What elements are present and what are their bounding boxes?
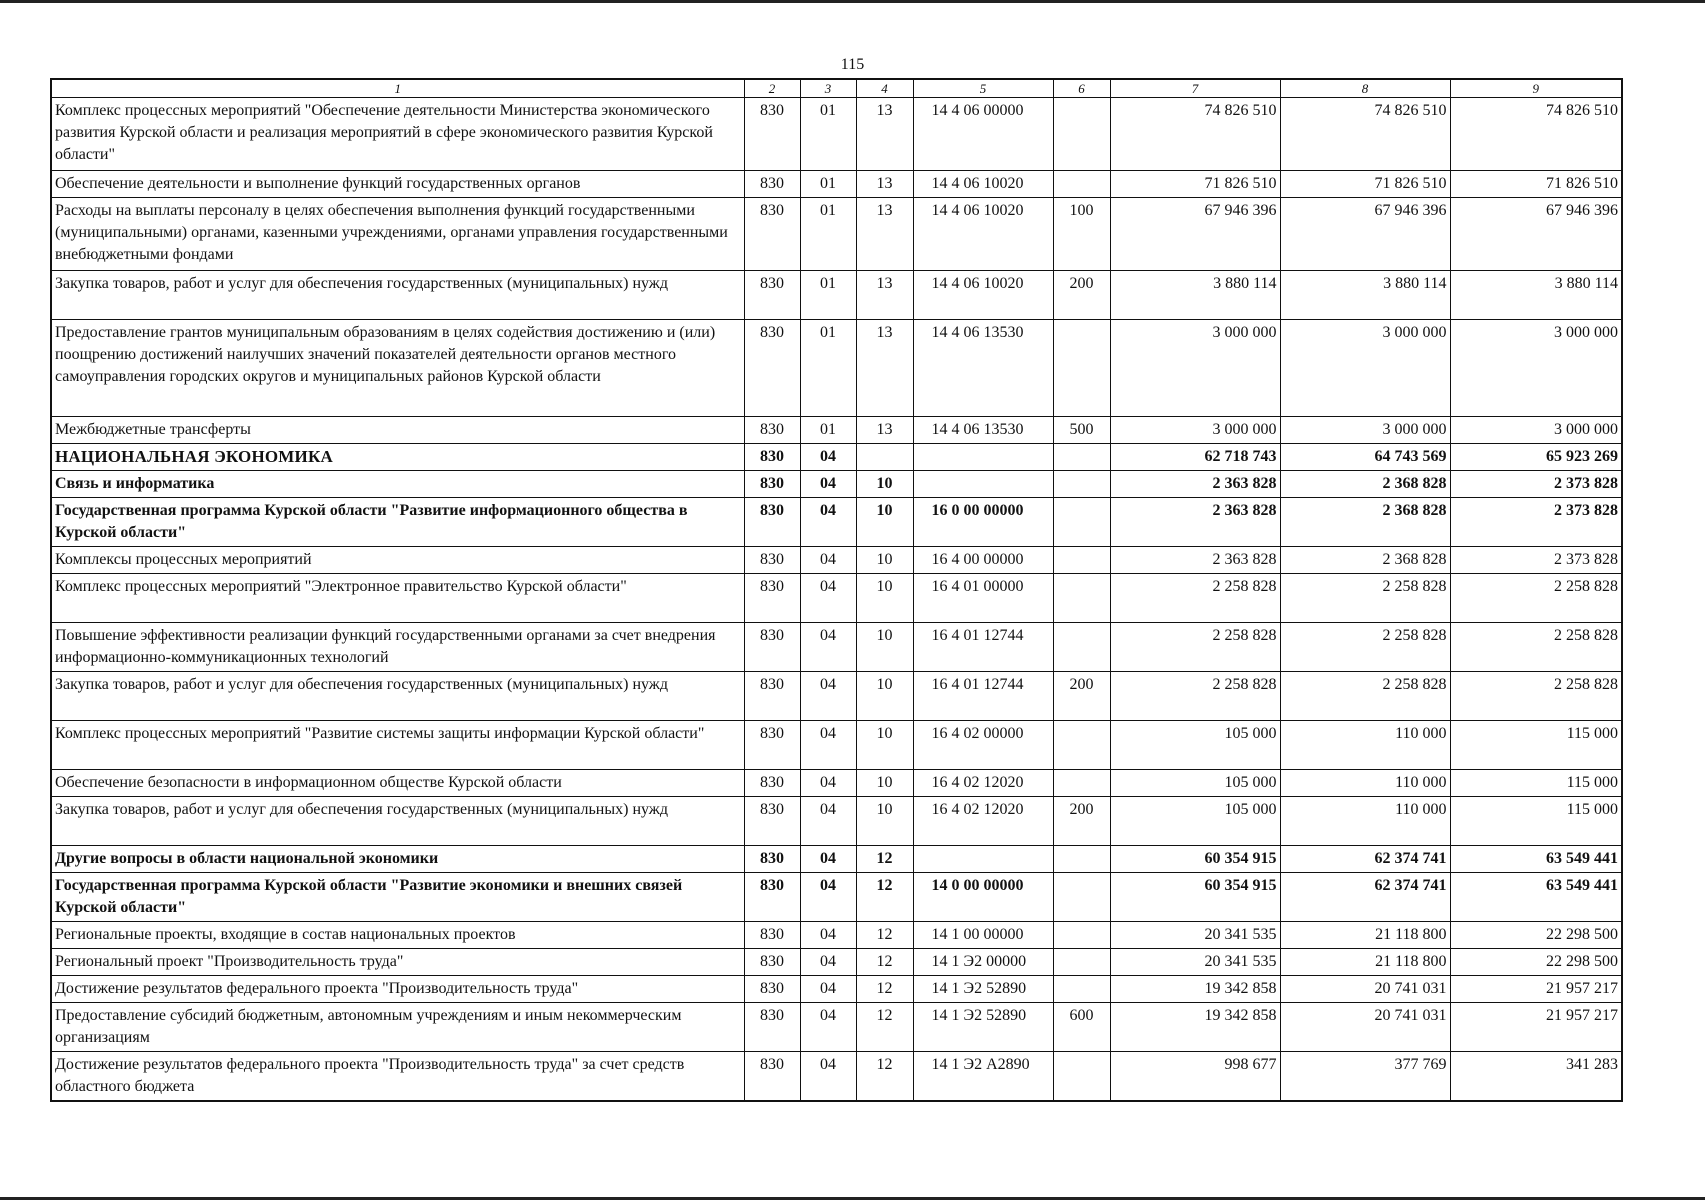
row-subsection-code: 10 (856, 547, 913, 574)
row-admin-code: 830 (744, 623, 800, 672)
row-section-code: 04 (800, 976, 856, 1003)
row-expense-type (1053, 721, 1110, 770)
row-amount-col9: 67 946 396 (1450, 198, 1622, 271)
row-section-code: 01 (800, 171, 856, 198)
row-target-article: 14 4 06 10020 (913, 271, 1053, 320)
row-expense-type (1053, 547, 1110, 574)
row-amount-col8: 67 946 396 (1280, 198, 1450, 271)
column-number: 6 (1053, 79, 1110, 98)
row-target-article (913, 846, 1053, 873)
column-number: 2 (744, 79, 800, 98)
row-amount-col8: 2 368 828 (1280, 498, 1450, 547)
row-amount-col9: 2 258 828 (1450, 623, 1622, 672)
row-amount-col9: 115 000 (1450, 721, 1622, 770)
row-amount-col9: 63 549 441 (1450, 873, 1622, 922)
row-amount-col8: 2 368 828 (1280, 547, 1450, 574)
row-subsection-code: 10 (856, 471, 913, 498)
row-amount-col7: 105 000 (1110, 797, 1280, 846)
row-name: Обеспечение безопасности в информационном обществе Курской области (51, 770, 744, 797)
row-section-code: 04 (800, 547, 856, 574)
row-amount-col8: 20 741 031 (1280, 1003, 1450, 1052)
row-admin-code: 830 (744, 98, 800, 171)
row-section-code: 04 (800, 498, 856, 547)
row-section-code: 04 (800, 797, 856, 846)
table-row (51, 271, 1622, 320)
row-amount-col9: 2 258 828 (1450, 574, 1622, 623)
row-subsection-code: 12 (856, 873, 913, 922)
row-expense-type (1053, 574, 1110, 623)
row-amount-col9: 2 258 828 (1450, 672, 1622, 721)
row-amount-col9: 63 549 441 (1450, 846, 1622, 873)
row-name: Комплекс процессных мероприятий "Развитие системы защиты информации Курской области" (51, 721, 744, 770)
row-amount-col9: 3 000 000 (1450, 320, 1622, 417)
row-expense-type (1053, 770, 1110, 797)
row-name: Региональный проект "Производительность труда" (51, 949, 744, 976)
table-row (51, 171, 1622, 198)
row-amount-col7: 2 258 828 (1110, 623, 1280, 672)
row-name: Другие вопросы в области национальной экономики (51, 846, 744, 873)
row-amount-col8: 74 826 510 (1280, 98, 1450, 171)
row-target-article: 16 4 02 12020 (913, 770, 1053, 797)
row-admin-code: 830 (744, 271, 800, 320)
row-subsection-code: 10 (856, 498, 913, 547)
row-name: Комплекс процессных мероприятий "Обеспечение деятельности Министерства экономического развития Курской области и реализация мероприятий в сфере экономического развития Курской области" (51, 98, 744, 171)
row-name: Достижение результатов федерального проекта "Производительность труда" (51, 976, 744, 1003)
row-section-code: 01 (800, 98, 856, 171)
table-row (51, 1003, 1622, 1052)
table-row (51, 721, 1622, 770)
row-subsection-code: 10 (856, 672, 913, 721)
row-section-code: 01 (800, 271, 856, 320)
row-section-code: 04 (800, 846, 856, 873)
row-subsection-code: 10 (856, 797, 913, 846)
row-admin-code: 830 (744, 444, 800, 471)
row-admin-code: 830 (744, 417, 800, 444)
row-section-code: 04 (800, 672, 856, 721)
row-expense-type: 600 (1053, 1003, 1110, 1052)
row-name: Государственная программа Курской области "Развитие экономики и внешних связей Курской области" (51, 873, 744, 922)
table-row (51, 417, 1622, 444)
row-section-code: 04 (800, 471, 856, 498)
row-admin-code: 830 (744, 574, 800, 623)
row-target-article (913, 444, 1053, 471)
row-expense-type (1053, 623, 1110, 672)
row-amount-col8: 21 118 800 (1280, 922, 1450, 949)
row-section-code: 01 (800, 320, 856, 417)
row-target-article: 14 4 06 00000 (913, 98, 1053, 171)
row-subsection-code: 13 (856, 271, 913, 320)
row-admin-code: 830 (744, 846, 800, 873)
table-row (51, 873, 1622, 922)
row-subsection-code: 12 (856, 1052, 913, 1102)
row-subsection-code: 12 (856, 1003, 913, 1052)
row-amount-col8: 110 000 (1280, 721, 1450, 770)
table-row (51, 98, 1622, 171)
row-amount-col8: 3 000 000 (1280, 417, 1450, 444)
row-amount-col9: 115 000 (1450, 770, 1622, 797)
row-amount-col9: 2 373 828 (1450, 498, 1622, 547)
row-target-article: 14 4 06 13530 (913, 417, 1053, 444)
row-target-article: 14 4 06 13530 (913, 320, 1053, 417)
column-number: 8 (1280, 79, 1450, 98)
row-amount-col7: 60 354 915 (1110, 873, 1280, 922)
row-section-code: 04 (800, 770, 856, 797)
row-name: Межбюджетные трансферты (51, 417, 744, 444)
row-amount-col7: 62 718 743 (1110, 444, 1280, 471)
row-admin-code: 830 (744, 797, 800, 846)
row-subsection-code: 12 (856, 976, 913, 1003)
row-amount-col7: 20 341 535 (1110, 949, 1280, 976)
table-row (51, 198, 1622, 271)
row-amount-col8: 377 769 (1280, 1052, 1450, 1102)
table-row (51, 1052, 1622, 1102)
row-subsection-code: 10 (856, 574, 913, 623)
row-amount-col8: 110 000 (1280, 797, 1450, 846)
row-amount-col8: 62 374 741 (1280, 873, 1450, 922)
row-expense-type: 200 (1053, 797, 1110, 846)
row-admin-code: 830 (744, 498, 800, 547)
row-section-code: 04 (800, 721, 856, 770)
row-target-article: 16 4 02 12020 (913, 797, 1053, 846)
row-expense-type (1053, 1052, 1110, 1102)
row-expense-type: 200 (1053, 672, 1110, 721)
row-target-article: 14 1 00 00000 (913, 922, 1053, 949)
table-row (51, 320, 1622, 417)
table-row (51, 547, 1622, 574)
row-amount-col7: 19 342 858 (1110, 976, 1280, 1003)
row-name: Связь и информатика (51, 471, 744, 498)
row-section-code: 04 (800, 623, 856, 672)
table-row (51, 846, 1622, 873)
row-amount-col9: 22 298 500 (1450, 922, 1622, 949)
row-target-article: 16 4 02 00000 (913, 721, 1053, 770)
row-target-article: 14 1 Э2 52890 (913, 1003, 1053, 1052)
row-subsection-code: 13 (856, 171, 913, 198)
page-number: 115 (840, 56, 865, 73)
row-expense-type (1053, 922, 1110, 949)
row-amount-col7: 105 000 (1110, 770, 1280, 797)
row-expense-type (1053, 976, 1110, 1003)
row-name: Достижение результатов федерального проекта "Производительность труда" за счет средств областного бюджета (51, 1052, 744, 1102)
row-name: Закупка товаров, работ и услуг для обеспечения государственных (муниципальных) нужд (51, 271, 744, 320)
row-subsection-code: 10 (856, 770, 913, 797)
row-admin-code: 830 (744, 721, 800, 770)
row-amount-col9: 3 000 000 (1450, 417, 1622, 444)
row-name: Региональные проекты, входящие в состав национальных проектов (51, 922, 744, 949)
row-amount-col7: 2 363 828 (1110, 547, 1280, 574)
row-section-code: 04 (800, 1003, 856, 1052)
row-section-code: 04 (800, 922, 856, 949)
row-name: Повышение эффективности реализации функций государственными органами за счет внедрения информационно-коммуникационных технологий (51, 623, 744, 672)
row-amount-col9: 3 880 114 (1450, 271, 1622, 320)
row-section-code: 04 (800, 873, 856, 922)
row-expense-type (1053, 949, 1110, 976)
row-subsection-code: 12 (856, 949, 913, 976)
row-expense-type (1053, 846, 1110, 873)
table-row (51, 949, 1622, 976)
row-amount-col8: 2 258 828 (1280, 574, 1450, 623)
table-row (51, 770, 1622, 797)
row-expense-type: 200 (1053, 271, 1110, 320)
table-row (51, 922, 1622, 949)
row-section-code: 01 (800, 198, 856, 271)
row-expense-type (1053, 320, 1110, 417)
row-name: Закупка товаров, работ и услуг для обеспечения государственных (муниципальных) нужд (51, 672, 744, 721)
row-amount-col7: 3 000 000 (1110, 417, 1280, 444)
row-amount-col7: 2 258 828 (1110, 672, 1280, 721)
row-name: Государственная программа Курской области "Развитие информационного общества в Курской области" (51, 498, 744, 547)
row-name: Предоставление субсидий бюджетным, автономным учреждениям и иным некоммерческим организациям (51, 1003, 744, 1052)
row-amount-col8: 71 826 510 (1280, 171, 1450, 198)
row-amount-col9: 65 923 269 (1450, 444, 1622, 471)
table-row (51, 976, 1622, 1003)
row-section-code: 04 (800, 574, 856, 623)
table-row (51, 498, 1622, 547)
row-expense-type (1053, 98, 1110, 171)
row-amount-col7: 60 354 915 (1110, 846, 1280, 873)
column-number: 5 (913, 79, 1053, 98)
row-target-article: 14 4 06 10020 (913, 198, 1053, 271)
row-name: Закупка товаров, работ и услуг для обеспечения государственных (муниципальных) нужд (51, 797, 744, 846)
column-number: 3 (800, 79, 856, 98)
table-row (51, 797, 1622, 846)
row-target-article: 16 4 01 00000 (913, 574, 1053, 623)
row-amount-col7: 2 258 828 (1110, 574, 1280, 623)
row-amount-col7: 74 826 510 (1110, 98, 1280, 171)
row-amount-col7: 3 880 114 (1110, 271, 1280, 320)
row-section-code: 04 (800, 444, 856, 471)
row-amount-col8: 2 258 828 (1280, 623, 1450, 672)
table-row (51, 574, 1622, 623)
row-admin-code: 830 (744, 922, 800, 949)
row-expense-type: 500 (1053, 417, 1110, 444)
row-amount-col7: 71 826 510 (1110, 171, 1280, 198)
row-subsection-code (856, 444, 913, 471)
row-admin-code: 830 (744, 471, 800, 498)
row-target-article: 14 4 06 10020 (913, 171, 1053, 198)
row-admin-code: 830 (744, 320, 800, 417)
row-amount-col8: 62 374 741 (1280, 846, 1450, 873)
row-expense-type (1053, 873, 1110, 922)
row-admin-code: 830 (744, 976, 800, 1003)
row-target-article: 16 0 00 00000 (913, 498, 1053, 547)
column-number: 9 (1450, 79, 1622, 98)
table-row (51, 623, 1622, 672)
row-subsection-code: 12 (856, 922, 913, 949)
column-number: 1 (51, 79, 744, 98)
row-target-article: 16 4 01 12744 (913, 672, 1053, 721)
table-body (51, 98, 1622, 1102)
row-amount-col9: 71 826 510 (1450, 171, 1622, 198)
row-amount-col8: 2 258 828 (1280, 672, 1450, 721)
row-target-article: 14 1 Э2 00000 (913, 949, 1053, 976)
row-name: Предоставление грантов муниципальным образованиям в целях содействия достижению и (или) поощрению достижений наилучших значений показателей деятельности органов местного самоуправления городских округов и муниципальных районов Курской области (51, 320, 744, 417)
row-amount-col8: 64 743 569 (1280, 444, 1450, 471)
row-amount-col7: 67 946 396 (1110, 198, 1280, 271)
row-subsection-code: 13 (856, 98, 913, 171)
row-expense-type (1053, 498, 1110, 547)
row-target-article: 14 1 Э2 52890 (913, 976, 1053, 1003)
row-target-article: 14 1 Э2 А2890 (913, 1052, 1053, 1102)
row-admin-code: 830 (744, 547, 800, 574)
row-amount-col8: 20 741 031 (1280, 976, 1450, 1003)
row-amount-col9: 74 826 510 (1450, 98, 1622, 171)
row-name: Комплексы процессных мероприятий (51, 547, 744, 574)
row-amount-col7: 20 341 535 (1110, 922, 1280, 949)
row-admin-code: 830 (744, 1003, 800, 1052)
row-admin-code: 830 (744, 672, 800, 721)
row-name: НАЦИОНАЛЬНАЯ ЭКОНОМИКА (51, 444, 744, 471)
row-section-code: 01 (800, 417, 856, 444)
table-row (51, 672, 1622, 721)
row-amount-col9: 21 957 217 (1450, 976, 1622, 1003)
row-subsection-code: 10 (856, 623, 913, 672)
column-number: 4 (856, 79, 913, 98)
row-subsection-code: 13 (856, 320, 913, 417)
table-row (51, 471, 1622, 498)
row-amount-col8: 110 000 (1280, 770, 1450, 797)
row-amount-col9: 22 298 500 (1450, 949, 1622, 976)
budget-table (50, 78, 1623, 1102)
column-number-row (51, 79, 1622, 98)
row-amount-col8: 2 368 828 (1280, 471, 1450, 498)
row-target-article: 14 0 00 00000 (913, 873, 1053, 922)
row-amount-col9: 21 957 217 (1450, 1003, 1622, 1052)
row-section-code: 04 (800, 1052, 856, 1102)
table-row (51, 444, 1622, 471)
row-target-article: 16 4 01 12744 (913, 623, 1053, 672)
row-amount-col8: 3 880 114 (1280, 271, 1450, 320)
row-amount-col7: 2 363 828 (1110, 498, 1280, 547)
row-admin-code: 830 (744, 1052, 800, 1102)
row-expense-type (1053, 171, 1110, 198)
row-subsection-code: 12 (856, 846, 913, 873)
row-admin-code: 830 (744, 198, 800, 271)
row-amount-col7: 19 342 858 (1110, 1003, 1280, 1052)
row-target-article: 16 4 00 00000 (913, 547, 1053, 574)
row-expense-type (1053, 471, 1110, 498)
column-number: 7 (1110, 79, 1280, 98)
row-amount-col8: 21 118 800 (1280, 949, 1450, 976)
row-admin-code: 830 (744, 171, 800, 198)
row-amount-col7: 2 363 828 (1110, 471, 1280, 498)
row-expense-type: 100 (1053, 198, 1110, 271)
row-section-code: 04 (800, 949, 856, 976)
scan-edge-top (0, 0, 1705, 3)
row-name: Расходы на выплаты персоналу в целях обеспечения выполнения функций государственными (муниципальными) органами, казенными учреждениями, органами управления государственными внебюджетными фондами (51, 198, 744, 271)
row-subsection-code: 13 (856, 198, 913, 271)
row-amount-col9: 2 373 828 (1450, 547, 1622, 574)
row-amount-col7: 3 000 000 (1110, 320, 1280, 417)
row-amount-col9: 341 283 (1450, 1052, 1622, 1102)
row-target-article (913, 471, 1053, 498)
row-expense-type (1053, 444, 1110, 471)
row-admin-code: 830 (744, 873, 800, 922)
row-subsection-code: 10 (856, 721, 913, 770)
row-name: Обеспечение деятельности и выполнение функций государственных органов (51, 171, 744, 198)
row-admin-code: 830 (744, 770, 800, 797)
row-subsection-code: 13 (856, 417, 913, 444)
row-amount-col9: 115 000 (1450, 797, 1622, 846)
row-amount-col7: 105 000 (1110, 721, 1280, 770)
row-admin-code: 830 (744, 949, 800, 976)
row-amount-col7: 998 677 (1110, 1052, 1280, 1102)
row-name: Комплекс процессных мероприятий "Электронное правительство Курской области" (51, 574, 744, 623)
row-amount-col8: 3 000 000 (1280, 320, 1450, 417)
row-amount-col9: 2 373 828 (1450, 471, 1622, 498)
